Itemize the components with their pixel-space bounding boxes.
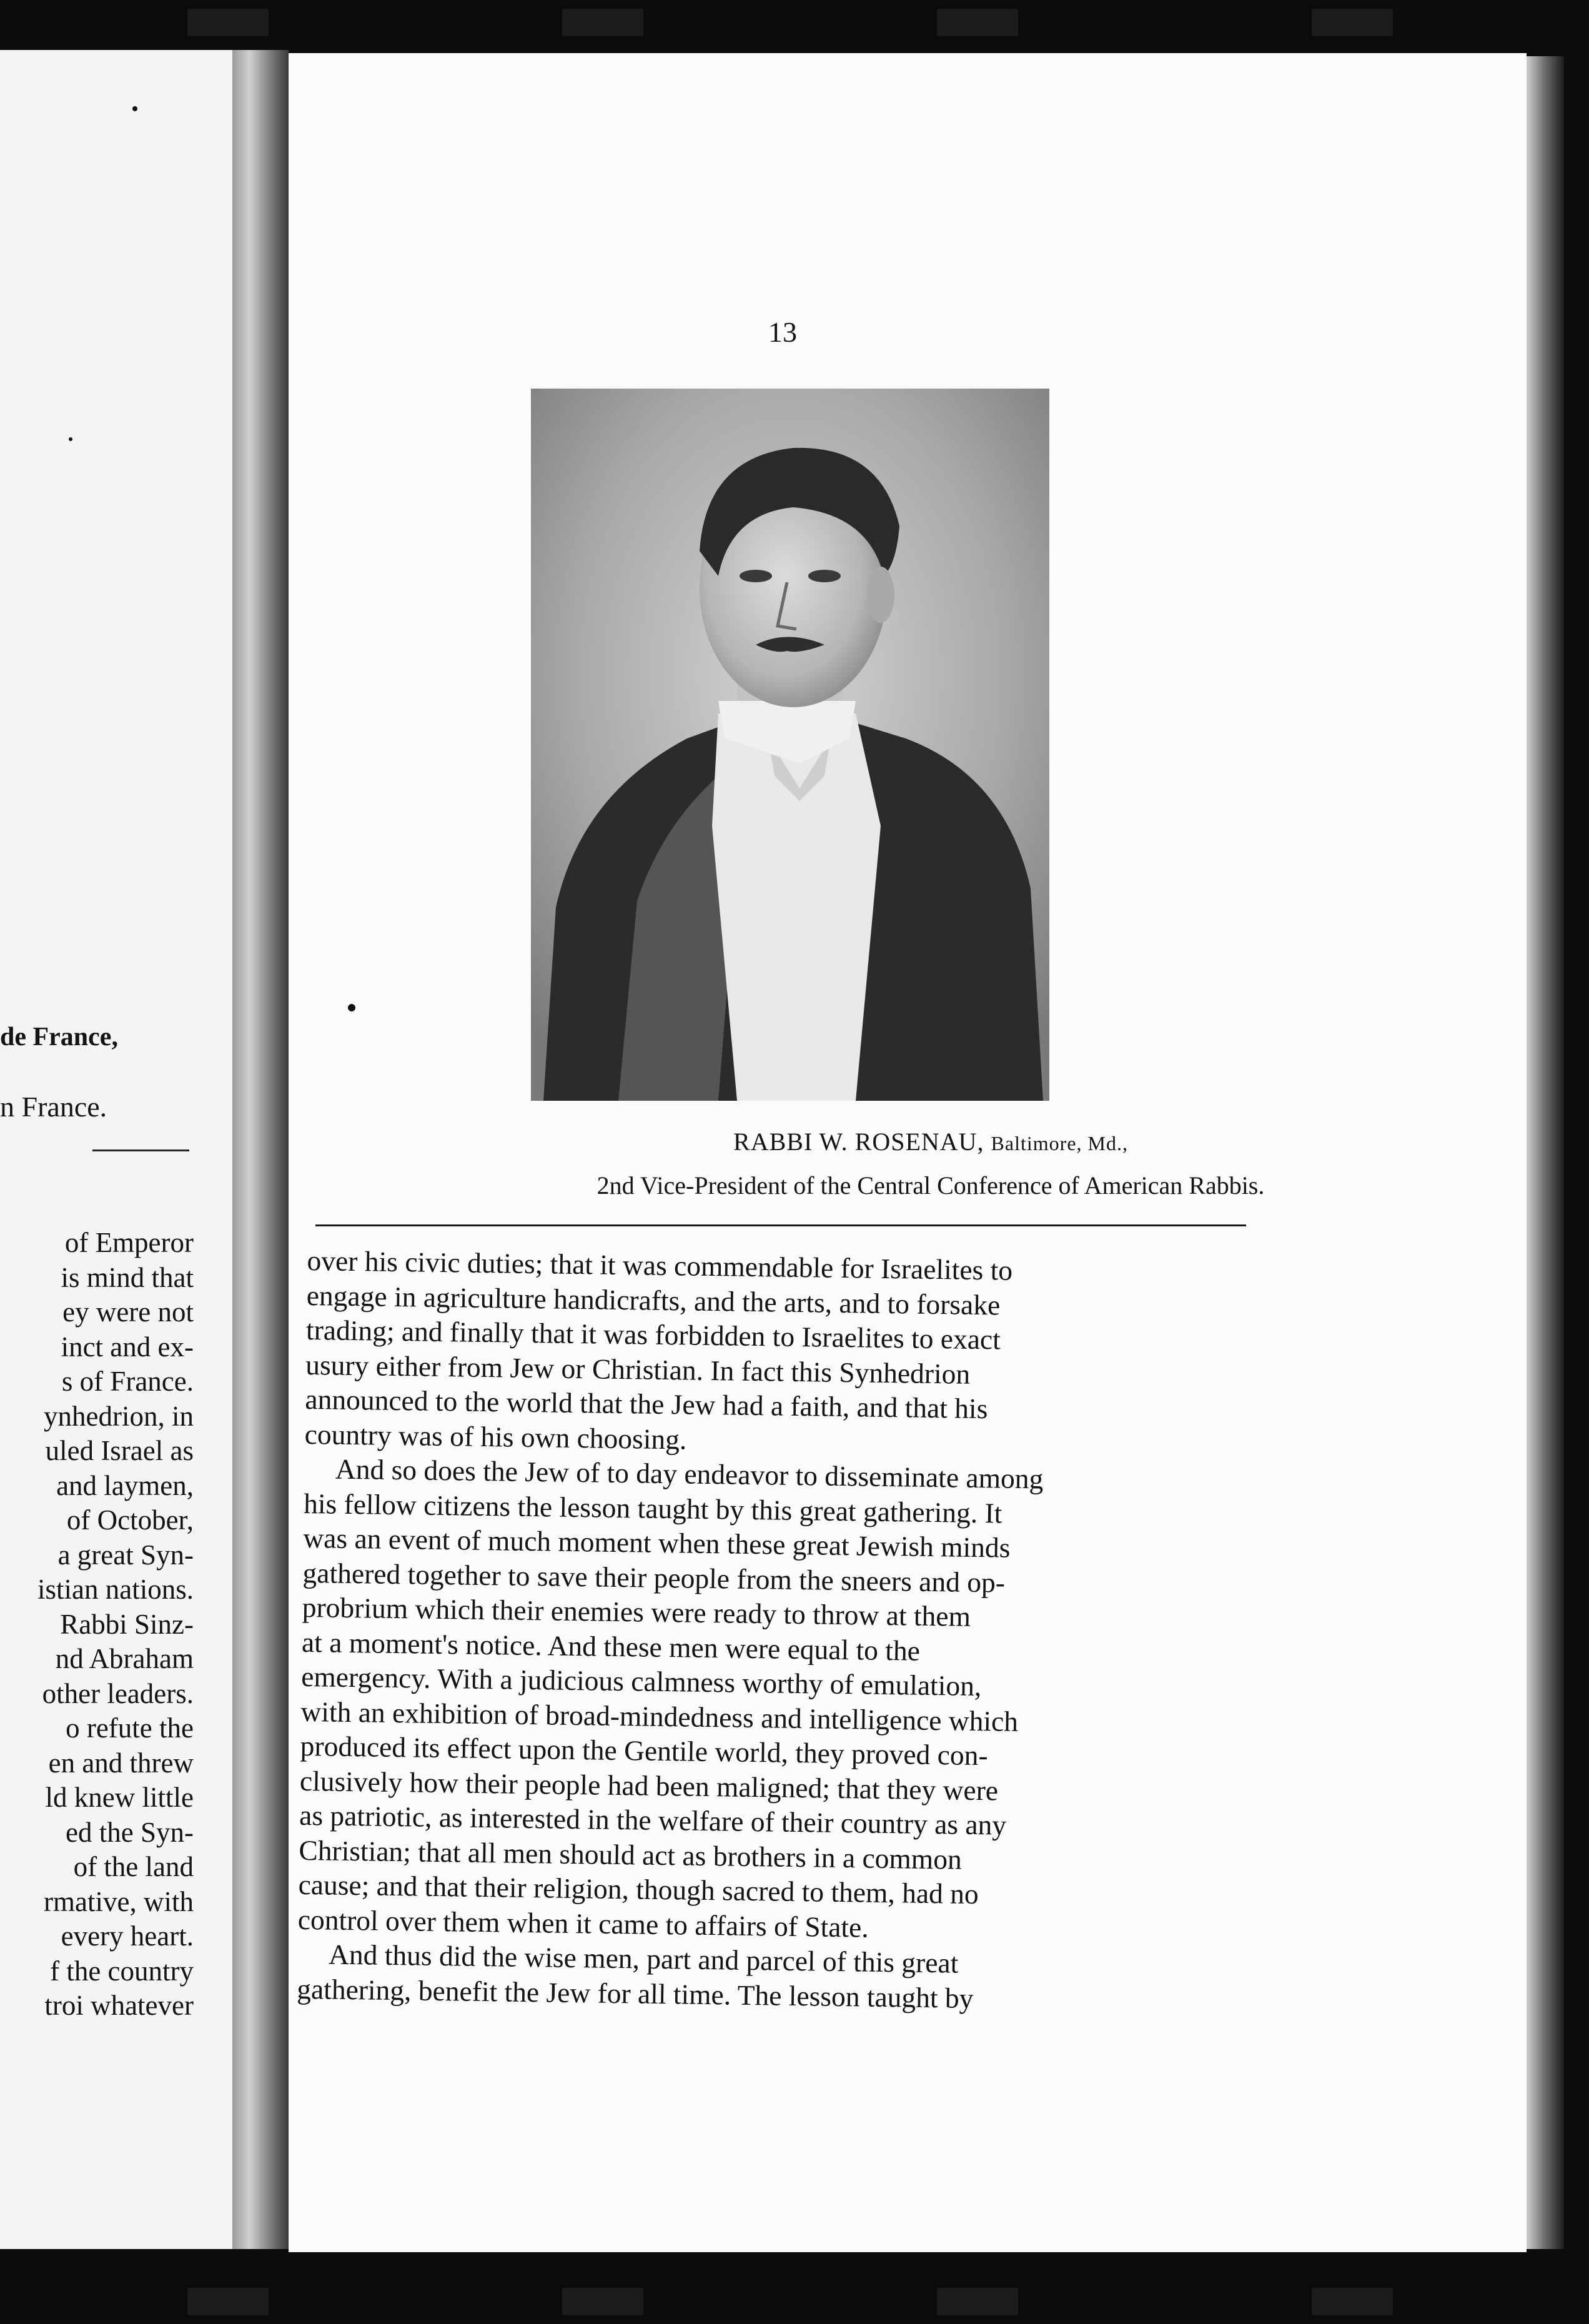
caption-rule [315, 1224, 1246, 1226]
left-page-line: of the land [73, 1851, 194, 1882]
left-page-line: other leaders. [42, 1677, 194, 1709]
body-line: engage in agriculture handicrafts, and the arts, and to forsake [306, 1279, 1001, 1321]
body-line: country was of his own choosing. [304, 1418, 687, 1456]
left-page-line: of October, [66, 1504, 194, 1536]
page-gutter [232, 50, 289, 2249]
left-page-line: every heart. [61, 1920, 194, 1952]
left-page-line: ey were not [62, 1296, 194, 1328]
caption-name-prefix: RABBI W. ROSENAU, [733, 1128, 984, 1156]
film-speck [132, 106, 137, 111]
left-page-line: nd Abraham [55, 1643, 194, 1674]
left-page-line: troi whatever [44, 1990, 194, 2021]
caption-place: Baltimore, Md., [991, 1132, 1128, 1155]
body-line: probrium which their enemies were ready to throw at them [302, 1591, 971, 1632]
body-line: over his civic duties; that it was commendable for Israelites to [307, 1244, 1013, 1286]
film-sprocket [1312, 2288, 1393, 2315]
body-line: And thus did the wise men, part and parcel of this great [328, 1938, 959, 1979]
caption-name [325, 1127, 1537, 1156]
left-page-line: and laymen, [56, 1469, 194, 1501]
film-sprocket [187, 9, 269, 36]
left-page-rule [92, 1150, 189, 1151]
film-sprocket [937, 9, 1018, 36]
left-page-line: o refute the [66, 1712, 194, 1744]
left-page-line: Rabbi Sinz- [60, 1608, 194, 1640]
left-page-line: s of France. [61, 1366, 194, 1397]
portrait-photo-icon [531, 389, 1049, 1101]
left-page-line: ed the Syn- [66, 1816, 194, 1848]
left-page-subheading: n France. [0, 1091, 107, 1123]
caption-title: 2nd Vice-President of the Central Conference of American Rabbis. [596, 1171, 1265, 1199]
left-page-line: rmative, with [44, 1885, 194, 1917]
page-number: 13 [768, 316, 797, 348]
body-line: gathered together to save their people from the sneers and op- [302, 1556, 1006, 1599]
body-line: announced to the world that the Jew had a faith, and that his [305, 1383, 988, 1425]
film-sprocket [1312, 9, 1393, 36]
film-sprocket [562, 9, 643, 36]
left-page-line: ynhedrion, in [44, 1400, 194, 1432]
body-line: with an exhibition of broad-mindedness and intelligence which [300, 1695, 1019, 1737]
body-line: his fellow citizens the lesson taught by this great gathering. It [303, 1487, 1002, 1529]
film-sprocket [937, 2288, 1018, 2315]
body-line: clusively how their people had been maligned; that they were [299, 1764, 999, 1807]
left-page-heading: de France, [0, 1023, 118, 1051]
film-sprocket [187, 2288, 269, 2315]
body-line: cause; and that their religion, though sacred to them, had no [298, 1868, 979, 1910]
left-page-line: istian nations. [37, 1574, 194, 1605]
body-line: control over them when it came to affairs of State. [297, 1903, 869, 1944]
body-line: usury either from Jew or Christian. In fact this Synhedrion [305, 1348, 971, 1390]
body-line: gathering, benefit the Jew for all time. The lesson taught by [296, 1972, 974, 2014]
body-line: emergency. With a judicious calmness worthy of emulation, [300, 1660, 982, 1702]
film-sprocket [562, 2288, 643, 2315]
body-line: Christian; that all men should act as brothers in a common [299, 1834, 963, 1875]
left-page-line: uled Israel as [45, 1435, 194, 1466]
left-page-line: f the country [50, 1955, 194, 1987]
left-page-line: ld knew little [45, 1782, 194, 1813]
left-page-line: is mind that [61, 1261, 194, 1293]
portrait-photo [531, 389, 1049, 1101]
body-line: was an event of much moment when these great Jewish minds [303, 1521, 1011, 1564]
film-speck [348, 1004, 355, 1011]
body-line: And so does the Jew of to day endeavor to disseminate among [335, 1452, 1044, 1495]
body-line: as patriotic, as interested in the welfare of their country as any [299, 1799, 1007, 1841]
body-line: produced its effect upon the Gentile world, they proved con- [300, 1729, 988, 1772]
left-page-line: en and threw [48, 1747, 194, 1779]
left-page-line: a great Syn- [57, 1539, 194, 1571]
body-line: at a moment's notice. And these men were equal to the [301, 1626, 921, 1667]
film-speck [69, 437, 72, 441]
body-text [297, 1243, 1244, 2019]
left-page-line: of Emperor [64, 1227, 194, 1258]
body-line: trading; and finally that it was forbidden to Israelites to exact [305, 1313, 1001, 1356]
left-page-column [0, 1226, 194, 2024]
left-page-line: inct and ex- [61, 1331, 194, 1363]
